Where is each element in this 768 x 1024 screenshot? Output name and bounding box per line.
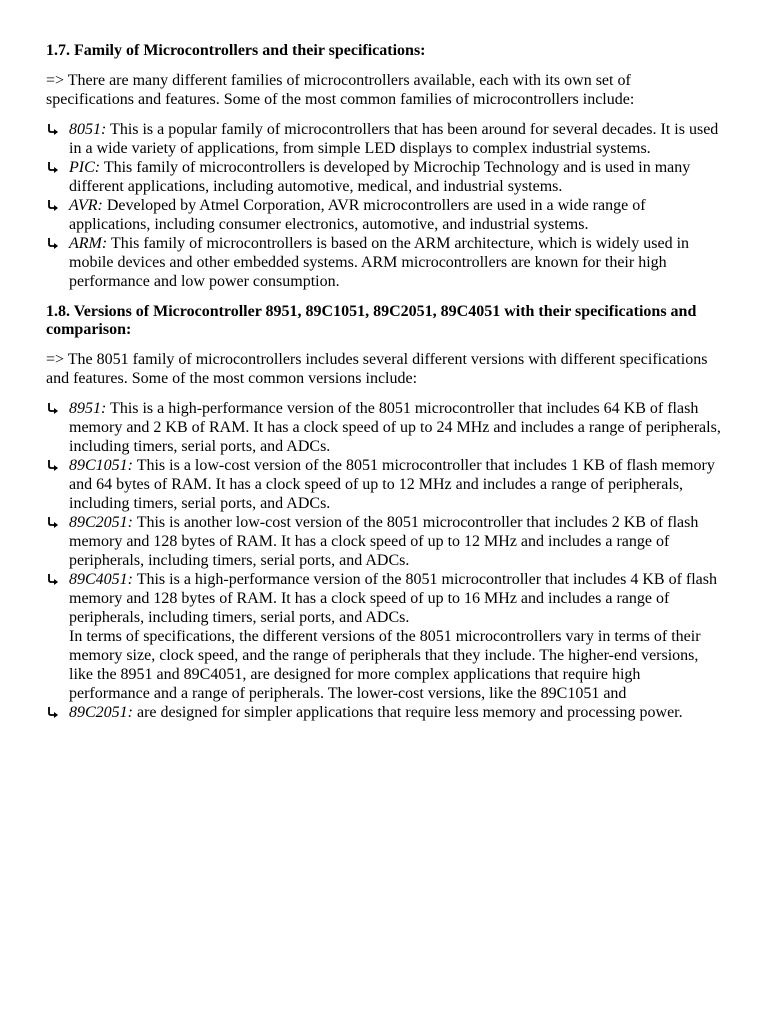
list-item-text: This is another low-cost version of the 8051 microcontroller that includes 2 KB of flash memory and 128 bytes of RAM. It has a clock speed of up to 12 MHz and includes a range of peripherals, including timers, serial ports, and ADCs. [69, 514, 699, 569]
list-item-text: This is a popular family of microcontrollers that has been around for several decades. It is used in a wide variety of applications, from simple LED displays to complex industrial systems. [69, 121, 719, 157]
list-item-term: AVR: [69, 197, 103, 214]
family-list [46, 120, 722, 291]
hooked-arrow-icon [46, 199, 60, 213]
hooked-arrow-icon [46, 459, 60, 473]
versions-list [46, 399, 722, 722]
list-item-term: 89C1051: [69, 457, 133, 474]
hooked-arrow-icon [46, 402, 60, 416]
list-item [46, 196, 722, 234]
list-item-text: Developed by Atmel Corporation, AVR microcontrollers are used in a wide range of applications, including consumer electronics, automotive, and industrial systems. [69, 197, 646, 233]
hooked-arrow-icon [46, 573, 60, 587]
list-item [46, 703, 722, 722]
list-item-text: This is a high-performance version of the 8051 microcontroller that includes 64 KB of flash memory and 2 KB of RAM. It has a clock speed of up to 24 MHz and includes a range of peripherals, including timers, serial ports, and ADCs. [69, 400, 721, 455]
list-item [46, 120, 722, 158]
list-item [46, 570, 722, 703]
list-item-text: This family of microcontrollers is developed by Microchip Technology and is used in many different applications, including automotive, medical, and industrial systems. [69, 159, 691, 195]
hooked-arrow-icon [46, 706, 60, 720]
list-item-term: PIC: [69, 159, 101, 176]
list-item-term: 89C2051: [69, 514, 133, 531]
hooked-arrow-icon [46, 237, 60, 251]
list-item-term: ARM: [69, 235, 108, 252]
list-item [46, 513, 722, 570]
list-item [46, 158, 722, 196]
comparison-paragraph: In terms of specifications, the different versions of the 8051 microcontrollers vary in terms of their memory size, clock speed, and the range of peripherals that they include. The higher-end versions, like the 8951 and 89C4051, are designed for more complex applications that require high performance and a range of peripherals. The lower-cost versions, like the 89C1051 and [69, 628, 701, 702]
list-item [46, 234, 722, 291]
list-item-text: This is a low-cost version of the 8051 microcontroller that includes 1 KB of flash memory and 64 bytes of RAM. It has a clock speed of up to 12 MHz and includes a range of peripherals, including timers, serial ports, and ADCs. [69, 457, 715, 512]
hooked-arrow-icon [46, 161, 60, 175]
list-item-text: are designed for simpler applications that require less memory and processing power. [133, 704, 683, 721]
section-heading-1-8: 1.8. Versions of Microcontroller 8951, 89C1051, 89C2051, 89C4051 with their specifications and comparison: [46, 303, 697, 338]
list-item-term: 89C4051: [69, 571, 133, 588]
list-item-term: 8951: [69, 400, 107, 417]
list-item [46, 456, 722, 513]
hooked-arrow-icon [46, 516, 60, 530]
hooked-arrow-icon [46, 123, 60, 137]
list-item-term: 89C2051: [69, 704, 133, 721]
section-intro-1-8: => The 8051 family of microcontrollers includes several different versions with different specifications and features. Some of the most common versions include: [46, 351, 708, 387]
list-item-text: This family of microcontrollers is based on the ARM architecture, which is widely used in mobile devices and other embedded systems. ARM microcontrollers are known for their high performance and low power consumption. [69, 235, 690, 290]
section-heading-1-7: 1.7. Family of Microcontrollers and their specifications: [46, 42, 426, 59]
list-item-term: 8051: [69, 121, 107, 138]
list-item [46, 399, 722, 456]
list-item-text: This is a high-performance version of the 8051 microcontroller that includes 4 KB of flash memory and 128 bytes of RAM. It has a clock speed of up to 16 MHz and includes a range of peripherals, including timers, serial ports, and ADCs. [69, 571, 717, 626]
section-intro-1-7: => There are many different families of microcontrollers available, each with its own set of specifications and features. Some of the most common families of microcontrollers include: [46, 72, 635, 108]
